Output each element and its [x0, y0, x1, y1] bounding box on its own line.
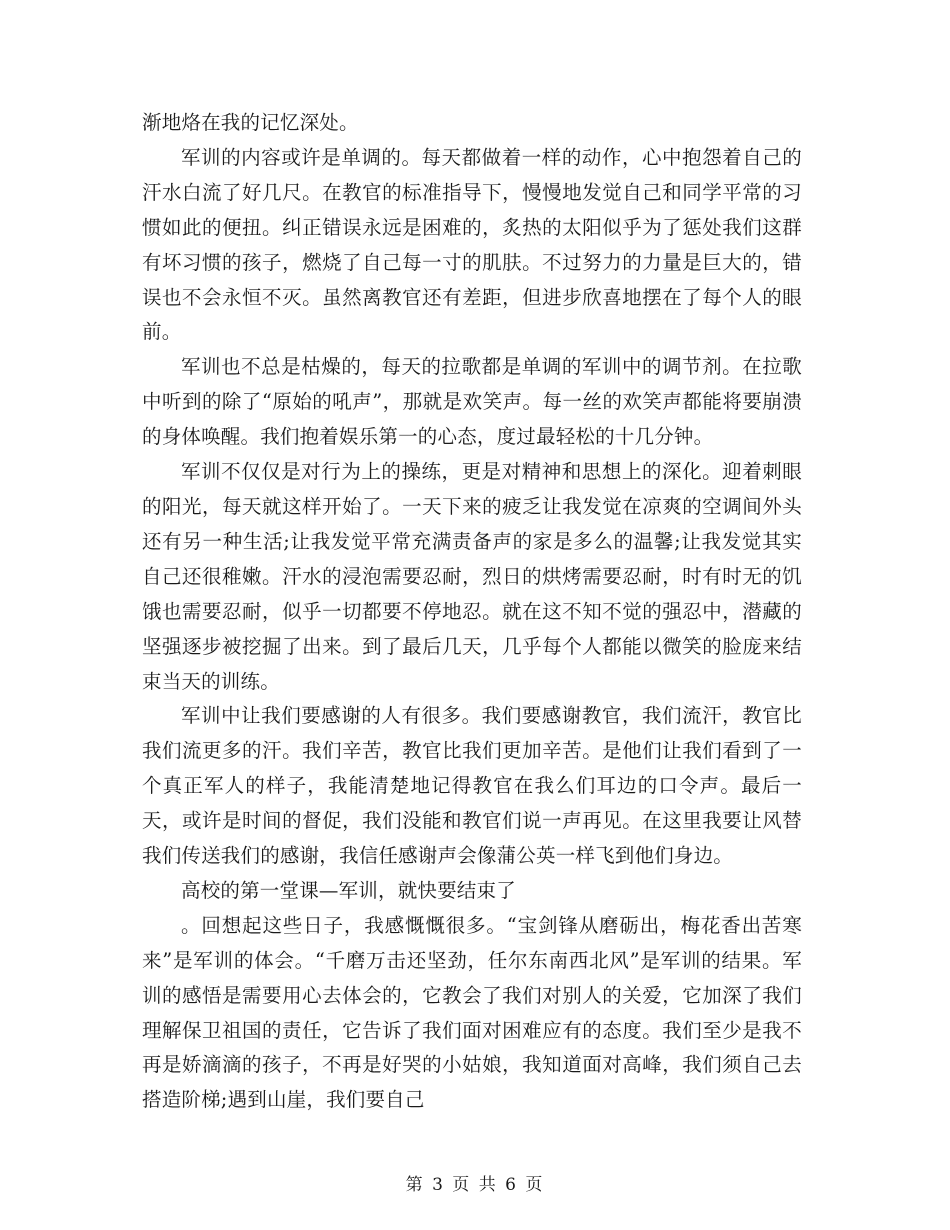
paragraph-continuation: 渐地烙在我的记忆深处。	[142, 111, 359, 134]
paragraph-spirit: 军训不仅仅是对行为上的操练，更是对精神和思想上的深化。迎着刺眼的阳光，每天就这样开始了。一天下来的疲乏让我发觉在凉爽的空调间外头还有另一种生活;让我发觉平常充满责备声的家是多么的温馨;让我发觉其实自己还很稚嫩。汗水的浸泡需要忍耐，烈日的烘烤需要忍耐，时有时无的饥饿也需要忍耐，似乎一切都要不停地忍。就在这不知不觉的强忍中，潜藏的坚强逐步被挖掘了出来。到了最后几天，几乎每个人都能以微笑的脸庞来结束当天的训练。	[142, 460, 802, 693]
paragraph-monotony: 军训的内容或许是单调的。每天都做着一样的动作，心中抱怨着自己的汗水白流了好几尺。在教官的标准指导下，慢慢地发觉自己和同学平常的习惯如此的便扭。纠正错误永远是困难的，炙热的太阳似乎为了惩处我们这群有坏习惯的孩子，燃烧了自己每一寸的肌肤。不过努力的力量是巨大的，错误也不会永恒不灭。虽然离教官还有差距，但进步欣喜地摆在了每个人的眼前。	[142, 145, 802, 344]
paragraph-ending-heading: 高校的第一堂课—军训，就快要结束了	[181, 878, 516, 902]
document-body	[142, 106, 802, 1118]
paragraph-singing: 军训也不总是枯燥的，每天的拉歌都是单调的军训中的调节剂。在拉歌中听到的除了“原始的吼声”，那就是欢笑声。每一丝的欢笑声都能将要崩溃的身体唤醒。我们抱着娱乐第一的心态，度过最轻松的十几分钟。	[142, 355, 802, 449]
paragraph-reflection: 。回想起这些日子，我感慨慨很多。“宝剑锋从磨砺出，梅花香出苦寒来”是军训的体会。“千磨万击还坚劲，任尔东南西北风”是军训的结果。军训的感悟是需要用心去体会的，它教会了我们对别人的关爱，它加深了我们理解保卫祖国的责任，它告诉了我们面对困难应有的态度。我们至少是我不再是娇滴滴的孩子，不再是好哭的小姑娘，我知道面对高峰，我们须自己去搭造阶梯;遇到山崖，我们要自己	[142, 913, 802, 1112]
page-number: 第 3 页 共 6 页	[405, 1175, 545, 1195]
paragraph-thanks: 军训中让我们要感谢的人有很多。我们要感谢教官，我们流汗，教官比我们流更多的汗。我们辛苦，教官比我们更加辛苦。是他们让我们看到了一个真正军人的样子，我能清楚地记得教官在我么们耳边的口令声。最后一天，或许是时间的督促，我们没能和教官们说一声再见。在这里我要让风替我们传送我们的感谢，我信任感谢声会像蒲公英一样飞到他们身边。	[142, 704, 802, 868]
